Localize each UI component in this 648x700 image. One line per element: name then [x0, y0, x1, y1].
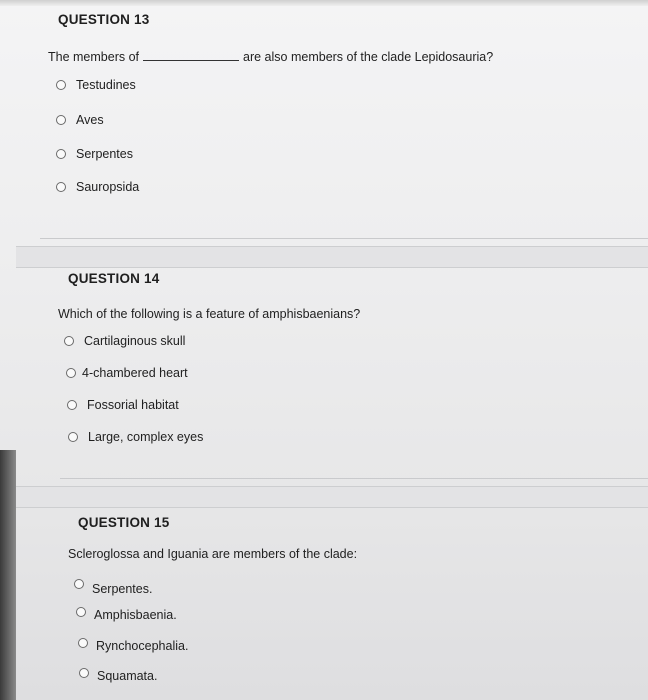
q14-option-label: Cartilaginous skull	[84, 334, 186, 348]
question-13-title: QUESTION 13	[58, 12, 150, 27]
q14-option-fossorial-habitat[interactable]	[67, 398, 179, 412]
q14-option-label: Large, complex eyes	[88, 430, 204, 444]
radio-button[interactable]	[74, 579, 84, 589]
q15-option-serpentes[interactable]	[74, 572, 152, 596]
q14-option-large-complex-eyes[interactable]	[68, 430, 203, 444]
radio-button[interactable]	[78, 638, 88, 648]
q15-option-squamata[interactable]	[79, 663, 157, 683]
question-13-text	[48, 50, 493, 64]
radio-button[interactable]	[56, 80, 66, 90]
question-separator	[16, 246, 648, 268]
q14-option-4-chambered-heart[interactable]	[66, 366, 188, 380]
divider	[60, 478, 648, 479]
q13-option-serpentes[interactable]	[56, 147, 133, 161]
radio-button[interactable]	[56, 115, 66, 125]
divider	[40, 238, 648, 239]
radio-button[interactable]	[68, 432, 78, 442]
question-14-text: Which of the following is a feature of amphisbaenians?	[58, 307, 361, 321]
screen-edge	[0, 450, 16, 700]
q15-option-amphisbaenia[interactable]	[76, 602, 177, 622]
q13-option-label: Aves	[76, 113, 104, 127]
question-15-text: Scleroglossa and Iguania are members of the clade:	[68, 547, 358, 561]
q15-option-label: Rynchocephalia.	[96, 639, 189, 653]
q13-option-testudines[interactable]	[56, 78, 136, 92]
radio-button[interactable]	[66, 368, 76, 378]
q13-option-label: Serpentes	[76, 147, 133, 161]
radio-button[interactable]	[76, 607, 86, 617]
q13-option-sauropsida[interactable]	[56, 180, 139, 194]
question-15-title: QUESTION 15	[78, 515, 170, 530]
radio-button[interactable]	[56, 182, 66, 192]
q15-option-label: Serpentes.	[92, 582, 153, 596]
q13-option-label: Testudines	[76, 78, 136, 92]
question-separator	[16, 486, 648, 508]
radio-button[interactable]	[56, 149, 66, 159]
q13-option-aves[interactable]	[56, 113, 104, 127]
radio-button[interactable]	[67, 400, 77, 410]
question-13-blank	[143, 59, 239, 61]
top-edge	[0, 0, 648, 6]
q13-option-label: Sauropsida	[76, 180, 140, 194]
q15-option-label: Squamata.	[97, 669, 158, 683]
q14-option-label: 4-chambered heart	[82, 366, 188, 380]
question-13-text-after: are also members of the clade Lepidosauria?	[243, 50, 494, 64]
question-13-text-before: The members of	[48, 50, 140, 64]
q15-option-label: Amphisbaenia.	[94, 608, 177, 622]
q14-option-label: Fossorial habitat	[87, 398, 179, 412]
radio-button[interactable]	[64, 336, 74, 346]
radio-button[interactable]	[79, 668, 89, 678]
q14-option-cartilaginous-skull[interactable]	[64, 334, 185, 348]
question-14-title: QUESTION 14	[68, 271, 160, 286]
q15-option-rynchocephalia[interactable]	[78, 633, 188, 653]
